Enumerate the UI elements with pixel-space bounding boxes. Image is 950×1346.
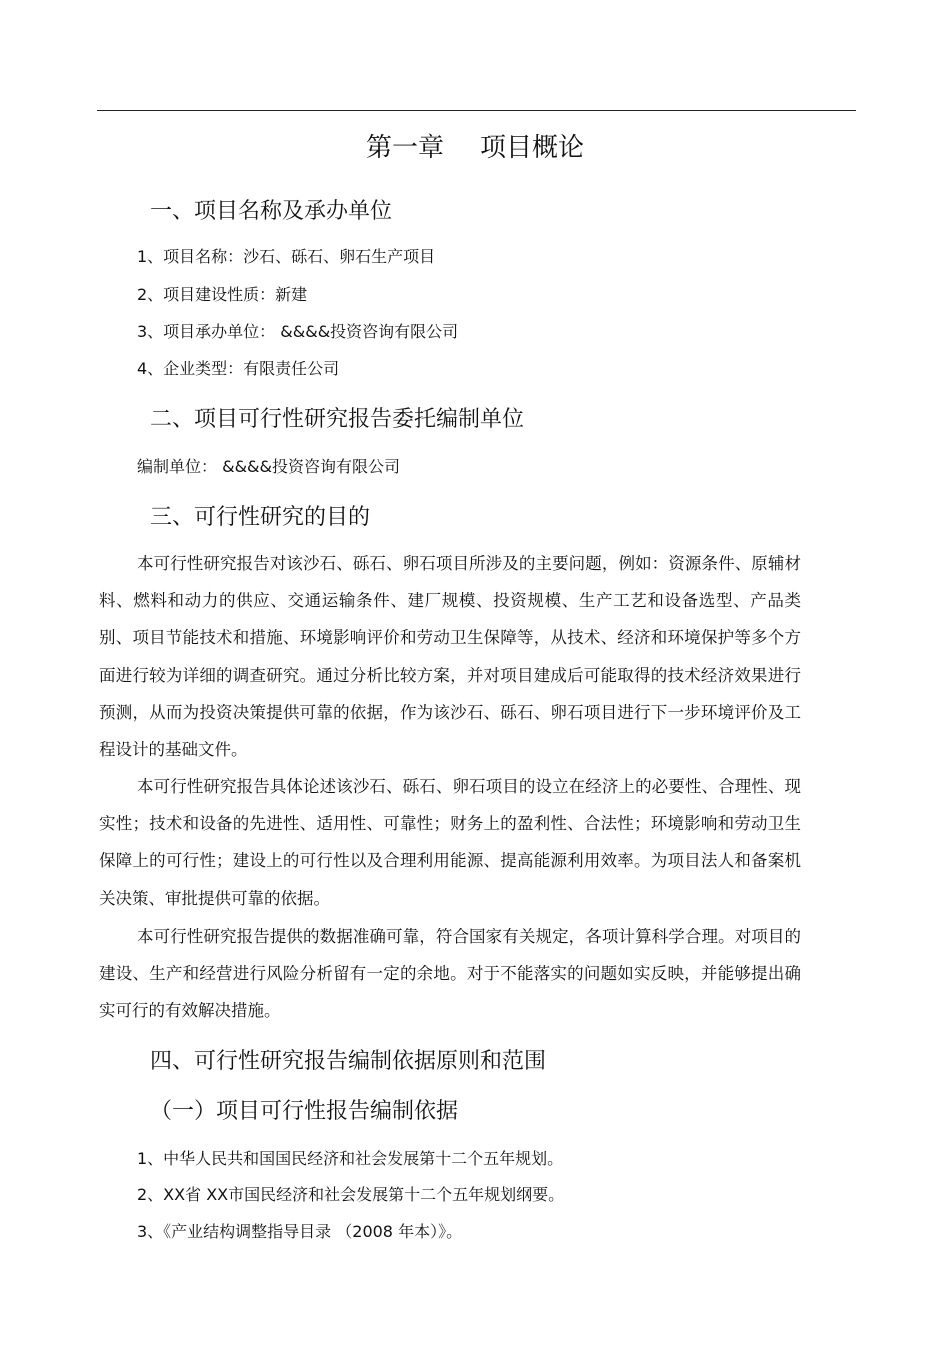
header-rule — [97, 110, 856, 111]
section1-heading: 一、项目名称及承办单位 — [150, 199, 393, 224]
list-item: 3、《产业结构调整指导目录 （2008 年本）》。 — [137, 1222, 463, 1241]
paragraph: 本可行性研究报告具体论述该沙石、砾石、卵石项目的设立在经济上的必要性、合理性、现实性；技术和设备的先进性、适用性、可靠性；财务上的盈利性、合法性；环境影响和劳动卫生保障上的可行性；建设上的可行性以及合理利用能源、提高能源利用效率。为项目法人和备案机关决策、审批提供可靠的依据。 — [99, 777, 801, 908]
section4-subheading: （一）项目可行性报告编制依据 — [150, 1099, 459, 1124]
chapter-number: 第一章 — [365, 133, 444, 163]
chapter-title — [0, 130, 950, 166]
list-item: 2、XX省 XX市国民经济和社会发展第十二个五年规划纲要。 — [137, 1185, 565, 1204]
list-item: 2、项目建设性质：新建 — [137, 285, 308, 304]
chapter-name: 项目概论 — [480, 133, 585, 163]
section4-heading: 四、可行性研究报告编制依据原则和范围 — [150, 1049, 547, 1074]
compiler-line: 编制单位： &&&&投资咨询有限公司 — [137, 457, 400, 476]
section3-heading: 三、可行性研究的目的 — [150, 505, 371, 530]
list-item: 1、中华人民共和国国民经济和社会发展第十二个五年规划。 — [137, 1149, 564, 1168]
list-item: 4、企业类型：有限责任公司 — [137, 359, 340, 378]
list-item: 3、项目承办单位： &&&&投资咨询有限公司 — [137, 322, 459, 341]
section2-heading: 二、项目可行性研究报告委托编制单位 — [150, 407, 525, 432]
paragraph: 本可行性研究报告对该沙石、砾石、卵石项目所涉及的主要问题，例如：资源条件、原辅材料、燃料和动力的供应、交通运输条件、建厂规模、投资规模、生产工艺和设备选型、产品类别、项目节能技术和措施、环境影响评价和劳动卫生保障等，从技术、经济和环境保护等多个方面进行较为详细的调查研究。通过分析比较方案，并对项目建成后可能取得的技术经济效果进行预测，从而为投资决策提供可靠的依据，作为该沙石、砾石、卵石项目进行下一步环境评价及工程设计的基础文件。 — [99, 554, 801, 760]
list-item: 1、项目名称：沙石、砾石、卵石生产项目 — [137, 247, 436, 266]
paragraph: 本可行性研究报告提供的数据准确可靠，符合国家有关规定，各项计算科学合理。对项目的建设、生产和经营进行风险分析留有一定的余地。对于不能落实的问题如实反映，并能够提出确实可行的有效解决措施。 — [99, 927, 801, 1021]
